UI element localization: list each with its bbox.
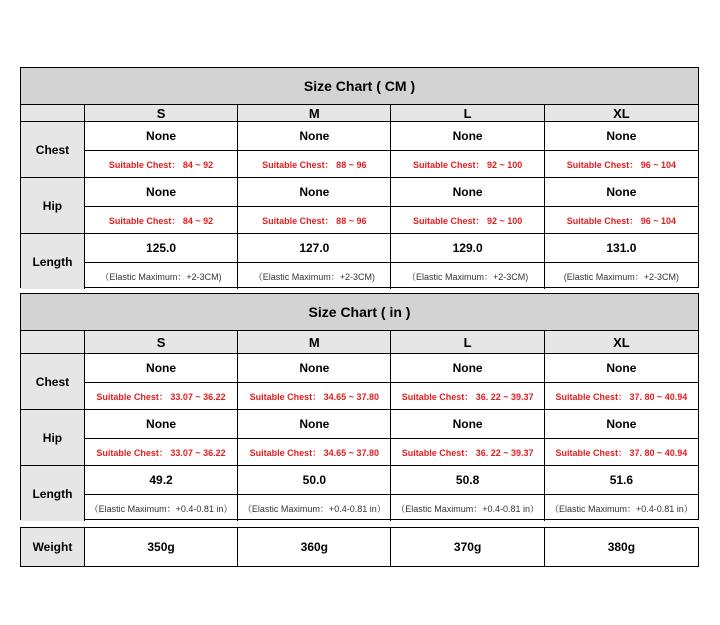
measurement-note: Suitable Chest： 96 ~ 104 (566, 215, 677, 226)
row-label: Hip (21, 410, 85, 465)
header-corner (21, 331, 85, 353)
data-cell (238, 466, 391, 521)
measurement-note: Suitable Chest： 92 ~ 100 (412, 215, 523, 226)
measurement-note: （Elastic Maximum：+0.4-0.81 in） (549, 503, 693, 514)
measurement-value: None (391, 354, 543, 383)
data-cell (545, 122, 698, 177)
measurement-note: Suitable Chest： 36. 22 ~ 39.37 (401, 447, 534, 458)
data-cell (238, 178, 391, 233)
weight-value: 380g (607, 540, 636, 554)
size-header: S (85, 331, 238, 353)
header-corner (21, 105, 85, 121)
measurement-note: Suitable Chest： 84 ~ 92 (108, 215, 214, 226)
measurement-note: Suitable Chest： 88 ~ 96 (262, 215, 367, 226)
table-row (21, 354, 698, 410)
size-chart-cm (20, 67, 699, 288)
table-row (21, 466, 698, 521)
weight-value: 350g (85, 528, 238, 566)
size-header: M (238, 105, 391, 121)
data-cell (391, 410, 544, 465)
row-label: Hip (21, 178, 85, 233)
measurement-value: None (85, 354, 237, 383)
size-header: L (391, 105, 544, 121)
measurement-value: None (238, 410, 390, 439)
size-header: XL (545, 331, 698, 353)
measurement-value: 127.0 (238, 234, 390, 263)
measurement-note: Suitable Chest： 34.65 ~ 37.80 (249, 447, 379, 458)
measurement-note: （Elastic Maximum：+0.4-0.81 in） (89, 503, 233, 514)
data-cell (545, 466, 698, 521)
table-title: Size Chart ( in ) (21, 294, 698, 331)
measurement-value: None (545, 410, 698, 439)
data-cell (238, 354, 391, 409)
measurement-value: 49.2 (85, 466, 237, 495)
measurement-value: None (238, 178, 390, 207)
measurement-value: None (391, 410, 543, 439)
measurement-note: （Elastic Maximum：+2-3CM) (253, 271, 375, 282)
table-row (21, 234, 698, 289)
row-label: Chest (21, 354, 85, 409)
row-label: Chest (21, 122, 85, 177)
measurement-value: None (85, 122, 237, 151)
measurement-note: Suitable Chest： 37. 80 ~ 40.94 (555, 447, 688, 458)
data-cell (391, 354, 544, 409)
measurement-value: None (391, 178, 543, 207)
data-cell (85, 122, 238, 177)
measurement-note: Suitable Chest： 92 ~ 100 (412, 159, 523, 170)
data-cell (85, 410, 238, 465)
size-header: XL (545, 105, 698, 121)
measurement-note: Suitable Chest： 34.65 ~ 37.80 (249, 391, 379, 402)
size-chart-inch (20, 293, 699, 520)
measurement-note: （Elastic Maximum：+2-3CM) (406, 271, 529, 282)
data-cell (391, 178, 544, 233)
measurement-value: None (238, 354, 390, 383)
measurement-value: 50.0 (238, 466, 390, 495)
measurement-value: None (545, 354, 698, 383)
measurement-value: 131.0 (545, 234, 698, 263)
table-row (21, 122, 698, 178)
measurement-value: 50.8 (391, 466, 543, 495)
weight-table (20, 527, 699, 567)
size-header-row (21, 331, 698, 354)
data-cell (391, 466, 544, 521)
table-row (21, 410, 698, 466)
measurement-note: Suitable Chest： 96 ~ 104 (566, 159, 677, 170)
measurement-value: None (391, 122, 543, 151)
measurement-value: None (238, 122, 390, 151)
table-title: Size Chart ( CM ) (21, 68, 698, 105)
measurement-note: （Elastic Maximum：+0.4-0.81 in） (242, 503, 386, 514)
data-cell (391, 122, 544, 177)
data-cell (238, 234, 391, 289)
measurement-value: None (545, 178, 698, 207)
measurement-value: None (545, 122, 698, 151)
measurement-note: Suitable Chest： 37. 80 ~ 40.94 (555, 391, 688, 402)
measurement-value: 129.0 (391, 234, 543, 263)
data-cell (85, 354, 238, 409)
measurement-note: （Elastic Maximum：+0.4-0.81 in） (396, 503, 539, 514)
data-cell (545, 410, 698, 465)
table-row (21, 528, 698, 566)
measurement-value: 125.0 (85, 234, 237, 263)
size-header-row (21, 105, 698, 122)
measurement-note: Suitable Chest： 36. 22 ~ 39.37 (401, 391, 534, 402)
measurement-value: None (85, 178, 237, 207)
data-cell (391, 234, 544, 289)
data-cell (85, 234, 238, 289)
data-cell (238, 410, 391, 465)
row-label: Length (21, 234, 85, 289)
measurement-note: Suitable Chest： 88 ~ 96 (262, 159, 367, 170)
measurement-note: Suitable Chest： 84 ~ 92 (108, 159, 214, 170)
measurement-note: Suitable Chest： 33.07 ~ 36.22 (96, 447, 226, 458)
measurement-note: Suitable Chest： 33.07 ~ 36.22 (96, 391, 226, 402)
row-label: Weight (21, 528, 85, 566)
measurement-note: (Elastic Maximum：+2-3CM) (563, 271, 680, 282)
size-header: L (391, 331, 544, 353)
row-label: Length (21, 466, 85, 521)
size-header: S (85, 105, 238, 121)
data-cell (545, 178, 698, 233)
data-cell (85, 178, 238, 233)
data-cell (545, 234, 698, 289)
measurement-note: （Elastic Maximum：+2-3CM) (100, 271, 222, 282)
size-header: M (238, 331, 391, 353)
measurement-value: 51.6 (545, 466, 698, 495)
weight-value: 370g (391, 528, 544, 566)
data-cell (238, 122, 391, 177)
weight-value: 360g (238, 528, 391, 566)
data-cell (545, 354, 698, 409)
measurement-value: None (85, 410, 237, 439)
data-cell (85, 466, 238, 521)
table-row (21, 178, 698, 234)
